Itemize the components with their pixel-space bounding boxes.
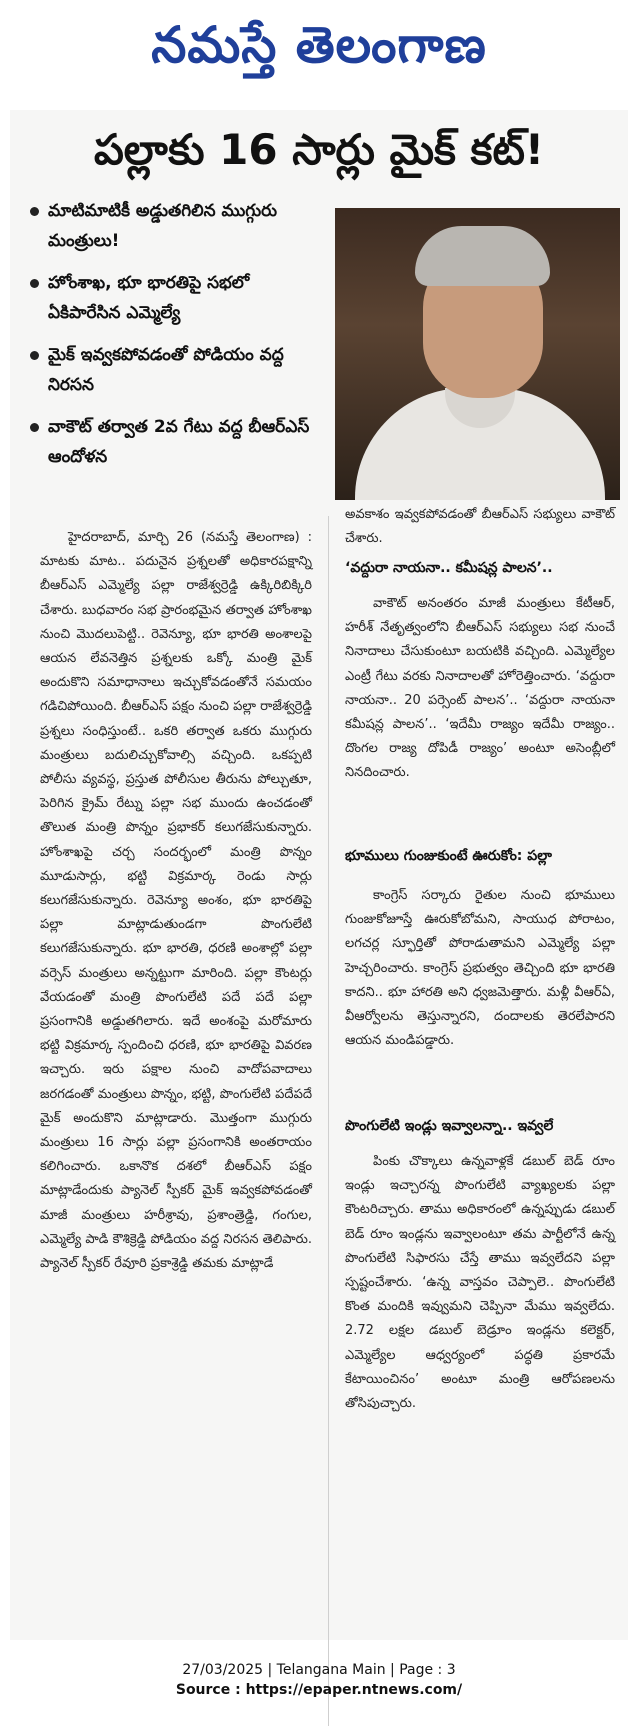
subheading: భూములు గుంజుకుంటే ఊరుకోం: పల్లా	[345, 848, 552, 864]
highlight-item: మాటిమాటికీ అడ్డుతగిలిన ముగ్గురు మంత్రులు!	[30, 196, 326, 256]
highlight-item: వాకౌట్ తర్వాత 2వ గేటు వద్ద బీఆర్ఎస్ ఆందోళన	[30, 412, 326, 472]
photo-hair	[415, 226, 550, 286]
highlight-item: హోంశాఖ, భూ భారతిపై సభలో ఏకిపారేసిన ఎమ్మెల్యే	[30, 268, 326, 328]
footer-source: Source : https://epaper.ntnews.com/	[175, 1682, 463, 1698]
highlights-list	[30, 196, 326, 484]
right-column-continuation	[345, 503, 615, 551]
footer	[0, 1660, 638, 1700]
section-body: కాంగ్రెస్ సర్కారు రైతుల నుంచి భూములు గుంజుకోజూస్తే ఊరుకోబోమని, సాయుధ పోరాటం, లగచర్ల స్ఫూర్తితో పోరాడుతామని ఎమ్మెల్యే పల్లా హెచ్చరించారు. కాంగ్రెస్ ప్రభుత్వం తెచ్చింది భూ భారతి కాదని.. భూ హారతి అని ధ్వజమెత్తారు. మళ్లీ వీఆర్ఏ, వీఆర్వోలను తెస్తున్నారని, దందాలకు తెరలేపారని ఆయన మండిపడ్డారు.	[345, 888, 615, 1049]
body-paragraph: హైదరాబాద్, మార్చి 26 (నమస్తే తెలంగాణ) : మాటకు మాట.. పదునైన ప్రశ్నలతో అధికారపక్షాన్ని బీఆర్ఎస్ ఎమ్మెల్యే పల్లా రాజేశ్వర్రెడ్డి ఉక్కిరిబిక్కిరి చేశారు. బుధవారం సభ ప్రారంభమైన తర్వాత హోంశాఖ నుంచి మొదలుపెట్టి.. రెవెన్యూ, భూ భారతి అంశాలపై ఆయన లేవనెత్తిన ప్రశ్నలకు ఒక్కో మంత్రి మైక్ అందుకొని సమాధానాలు ఇచ్చుకోవడంతోనే సమయం గడిచిపోయింది. బీఆర్ఎస్ పక్షం నుంచి పల్లా రాజేశ్వర్రెడ్డి ప్రశ్నలు సంధిస్తుంటే.. ఒకరి తర్వాత ఒకరు ముగ్గురు మంత్రులు బదులిచ్చుకోవాల్సి వచ్చింది. ఒకప్పటి పోలీసు వ్యవస్థ, ప్రస్తుత పోలీసుల తీరును పోల్చుతూ, పెరిగిన క్రైమ్ రేట్ను పల్లా సభ ముందు ఉంచడంతో తొలుత మంత్రి పొన్నం ప్రభాకర్ కలుగజేసుకున్నారు. హోంశాఖపై చర్చ సందర్భంలో మంత్రి పొన్నం మూడుసార్లు, భట్టి విక్రమార్క రెండు సార్లు కలుగజేసుకున్నారు. రెవెన్యూ అంశం, భూ భారతిపై పల్లా మాట్లాడుతుండగా పొంగులేటి కలుగజేసుకున్నారు. భూ భారతి, ధరణి అంశాల్లో పల్లా వర్సెస్ మంత్రులు అన్నట్టుగా మారింది. పల్లా కౌంటర్లు వేయడంతో మంత్రి పొంగులేటి పదే పదే పల్లా ప్రసంగానికి అడ్డుతగిలారు. ఇదే అంశంపై మరోమారు భట్టి విక్రమార్క స్పందించి ధరణి, భూ భారతిపై వివరణ ఇచ్చారు. ఇరు పక్షాల నుంచి వాదోపవాదాలు జరగడంతో మంత్రులు పొన్నం, భట్టి, పొంగులేటి పదేపదే మైక్ అందుకొని మాట్లాడారు. మొత్తంగా ముగ్గురు మంత్రులు 16 సార్లు పల్లా ప్రసంగానికి అంతరాయం కలిగించారు. ఒకానొక దశలో బీఆర్ఎస్ పక్షం మాట్లాడేందుకు ప్యానెల్ స్పీకర్ మైక్ ఇవ్వకపోవడంతో మాజీ మంత్రులు హరీశ్రావు, ప్రశాంత్రెడ్డి, గంగుల, ఎమ్మెల్యే పాడి కౌశిక్రెడ్డి పోడియం వద్ద నిరసన తెలిపారు. ప్యానెల్ స్పీకర్ రేవూరి ప్రకాశ్రెడ్డి తమకు మాట్లాడే	[40, 530, 312, 1272]
body-paragraph: అవకాశం ఇవ్వకపోవడంతో బీఆర్ఎస్ సభ్యులు వాకౌట్ చేశారు.	[345, 507, 615, 547]
speaker-photo	[335, 208, 620, 500]
column-divider	[328, 516, 329, 1726]
left-column-body	[40, 526, 312, 1276]
newspaper-logo: నమస్తే తెలంగాణ	[151, 16, 487, 74]
subheading: ‘వద్దురా నాయనా.. కమీషన్ల పాలన’..	[345, 560, 553, 576]
subheading: పొంగులేటి ఇండ్లు ఇవ్వాలన్నా.. ఇవ్వలే	[345, 1118, 554, 1134]
masthead	[0, 0, 638, 96]
highlight-item: మైక్ ఇవ్వకపోవడంతో పోడియం వద్ద నిరసన	[30, 340, 326, 400]
section-body: వాకౌట్ అనంతరం మాజీ మంత్రులు కేటీఆర్, హరీశ్ నేతృత్వంలోని బీఆర్ఎస్ సభ్యులు సభ నుంచే నినాదాలు చేసుకుంటూ బయటికి వచ్చింది. ఎమ్మెల్యేల ఎంట్రీ గేటు వరకు నినాదాలతో హోరెత్తించారు. ‘వద్దురా నాయనా.. 20 పర్సెంట్ పాలన’.. ‘వద్దురా నాయనా కమీషన్ల పాలన’.. ‘ఇదేమీ రాజ్యం ఇదేమీ రాజ్యం.. దొంగల రాజ్య దోపిడీ రాజ్యం’ అంటూ అసెంబ్లీలో నినదించారు.	[345, 596, 615, 781]
article-clipping	[10, 110, 628, 1640]
footer-date-page: 27/03/2025 | Telangana Main | Page : 3	[182, 1662, 456, 1678]
headline: పల్లాకు 16 సార్లు మైక్ కట్!	[93, 125, 545, 174]
section-body: పింకు చొక్కాలు ఉన్నవాళ్లకే డబుల్ బెడ్ రూం ఇండ్లు ఇచ్చారన్న పొంగులేటి వ్యాఖ్యలకు పల్లా కౌంటరిచ్చారు. తాము అధికారంలో ఉన్నప్పుడు డబుల్ బెడ్ రూం ఇండ్లను ఇవ్వాలంటూ తమ పార్టీలోనే ఉన్న పొంగులేటి సిఫారసు చేస్తే తాము ఇవ్వలేదని పల్లా స్పష్టంచేశారు. ‘ఉన్న వాస్తవం చెప్పాలె.. పొంగులేటి కొంత మందికి ఇవ్వుమని చెప్పినా మేము ఇవ్వలేదు. 2.72 లక్షల డబుల్ బెడ్రూం ఇండ్లను కలెక్టర్, ఎమ్మెల్యేల ఆధ్వర్యంలో పద్ధతి ప్రకారమే కేటాయించినం’ అంటూ మంత్రి ఆరోపణలను తోసిపుచ్చారు.	[345, 1154, 615, 1412]
